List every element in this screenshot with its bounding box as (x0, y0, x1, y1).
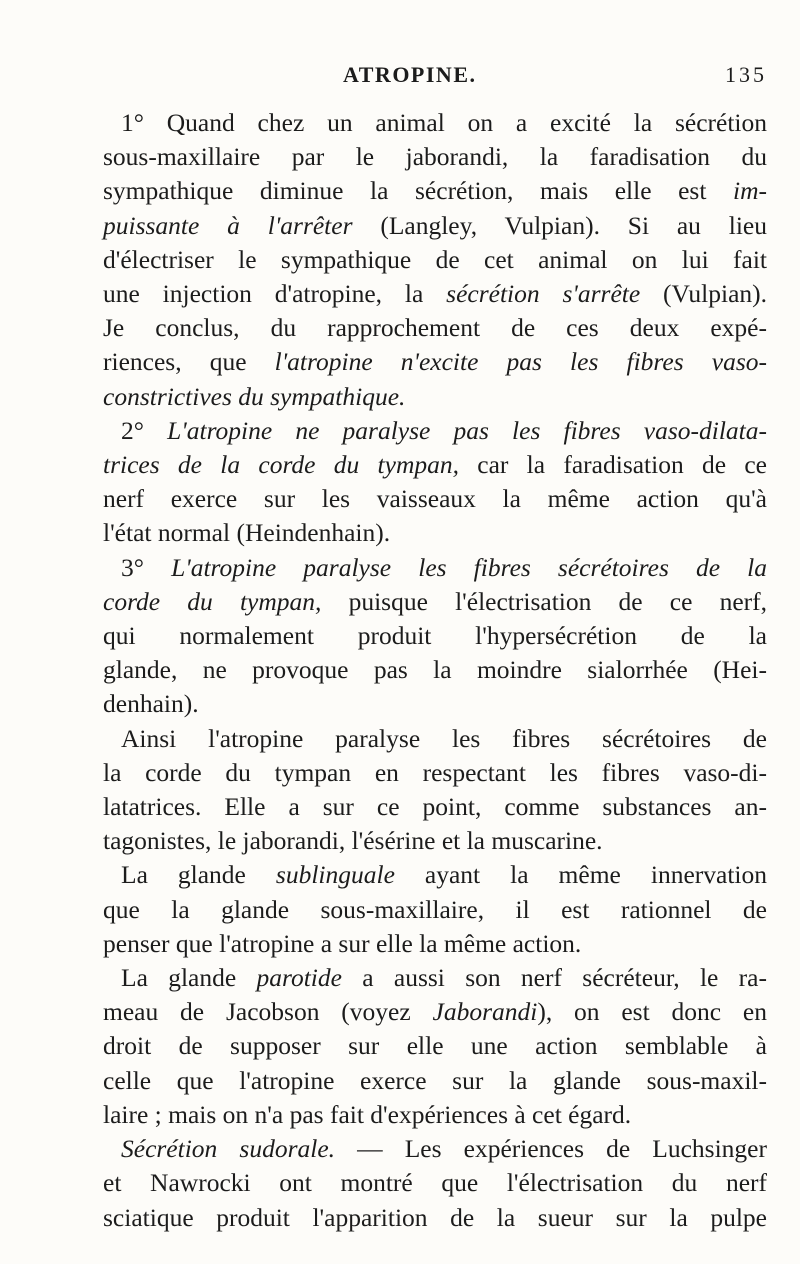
text-segment: La glande (121, 963, 257, 993)
text-segment: glande, ne provoque pas la moindre sialorrhée (Hei- (103, 655, 767, 685)
text-line (103, 209, 767, 243)
text-segment: a aussi son nerf sécréteur, le ra- (341, 963, 767, 993)
text-line (103, 756, 767, 790)
text-segment: laire ; mais on n'a pas fait d'expériences à cet égard. (103, 1099, 632, 1129)
text-line (103, 927, 767, 961)
text-line (103, 380, 767, 414)
text-line (103, 516, 767, 550)
text-line (103, 687, 767, 721)
text-line (103, 585, 767, 619)
text-segment: denhain). (103, 689, 199, 719)
text-segment: la corde du tympan en respectant les fibres vaso-di- (103, 757, 767, 787)
text-line (103, 551, 767, 585)
text-segment: Je conclus, du rapprochement de ces deux expé- (103, 313, 767, 343)
page-number: 135 (725, 62, 767, 87)
text-segment: 2° (121, 415, 168, 445)
text-segment: La glande (121, 860, 276, 890)
italic-text: im- (733, 176, 767, 206)
text-line (103, 448, 767, 482)
text-segment: sciatique produit l'apparition de la sueur sur la pulpe (103, 1202, 767, 1232)
text-line (103, 893, 767, 927)
text-line (103, 277, 767, 311)
text-line (103, 174, 767, 208)
italic-text: Sécrétion sudorale. (121, 1134, 336, 1164)
text-line (103, 345, 767, 379)
italic-text: parotide (256, 963, 342, 993)
italic-text: constrictives du sympathique. (103, 381, 406, 411)
text-segment: une injection d'atropine, la (103, 279, 447, 309)
text-line (103, 824, 767, 858)
text-line (103, 619, 767, 653)
text-segment: ), on est donc en (537, 997, 767, 1027)
text-line (103, 1064, 767, 1098)
text-segment: que la glande sous-maxillaire, il est rationnel de (103, 894, 767, 924)
text-segment: meau de Jacobson (voyez (103, 997, 433, 1027)
italic-text: sublinguale (275, 860, 395, 890)
text-segment: sympathique diminue la sécrétion, mais elle est (103, 176, 733, 206)
text-segment: (Langley, Vulpian). Si au lieu (352, 210, 767, 240)
italic-text: Jaborandi (432, 997, 538, 1027)
text-segment: 1° Quand chez un animal on a excité la sécrétion (121, 108, 767, 137)
text-segment: ayant la même innervation (394, 860, 767, 890)
text-segment: riences, que (103, 347, 275, 377)
text-segment: nerf exerce sur les vaisseaux la même action qu'à (103, 484, 767, 514)
text-segment: 3° (121, 552, 172, 582)
text-segment: droit de supposer sur elle une action semblable à (103, 1031, 767, 1061)
text-segment: penser que l'atropine a sur elle la même action. (103, 928, 582, 958)
text-line (103, 1132, 767, 1166)
running-title: ATROPINE. (343, 62, 477, 87)
text-line (103, 653, 767, 687)
text-segment: latatrices. Elle a sur ce point, comme substances an- (103, 792, 767, 822)
text-segment: — Les expériences de Luchsinger (335, 1134, 767, 1164)
text-line (103, 1098, 767, 1132)
text-line (103, 414, 767, 448)
text-segment: tagonistes, le jaborandi, l'ésérine et la muscarine. (103, 826, 603, 856)
text-line (103, 995, 767, 1029)
text-line (103, 1029, 767, 1063)
running-head (103, 62, 767, 96)
text-segment: celle que l'atropine exerce sur la glande sous-maxil- (103, 1065, 767, 1095)
text-line (103, 243, 767, 277)
text-segment: et Nawrocki ont montré que l'électrisation du nerf (103, 1168, 767, 1198)
text-line (103, 790, 767, 824)
text-line (103, 140, 767, 174)
text-line (103, 311, 767, 345)
italic-text: trices de la corde du tympan, (103, 450, 459, 480)
text-segment: sous-maxillaire par le jaborandi, la faradisation du (103, 142, 767, 172)
italic-text: l'atropine n'excite pas les fibres vaso- (274, 347, 767, 377)
text-segment: qui normalement produit l'hypersécrétion de la (103, 621, 767, 651)
text-segment: car la faradisation de ce (459, 450, 767, 480)
body-text (103, 106, 767, 1235)
text-segment: Ainsi l'atropine paralyse les fibres sécrétoires de (121, 723, 767, 753)
text-segment: puisque l'électrisation de ce nerf, (321, 586, 768, 616)
text-line (103, 722, 767, 756)
text-line (103, 1166, 767, 1200)
text-segment: l'état normal (Heindenhain). (103, 518, 391, 548)
italic-text: L'atropine paralyse les fibres sécrétoires de la (171, 552, 768, 582)
italic-text: sécrétion s'arrête (446, 279, 641, 309)
text-line (103, 482, 767, 516)
text-line (103, 106, 767, 140)
italic-text: corde du tympan, (103, 586, 322, 616)
text-segment: d'électriser le sympathique de cet animal on lui fait (103, 244, 767, 274)
italic-text: puissante à l'arrêter (103, 210, 353, 240)
text-line (103, 961, 767, 995)
text-line (103, 1201, 767, 1235)
text-segment: (Vulpian). (640, 279, 768, 309)
italic-text: L'atropine ne paralyse pas les fibres vaso-dilata- (167, 415, 768, 445)
text-line (103, 858, 767, 892)
